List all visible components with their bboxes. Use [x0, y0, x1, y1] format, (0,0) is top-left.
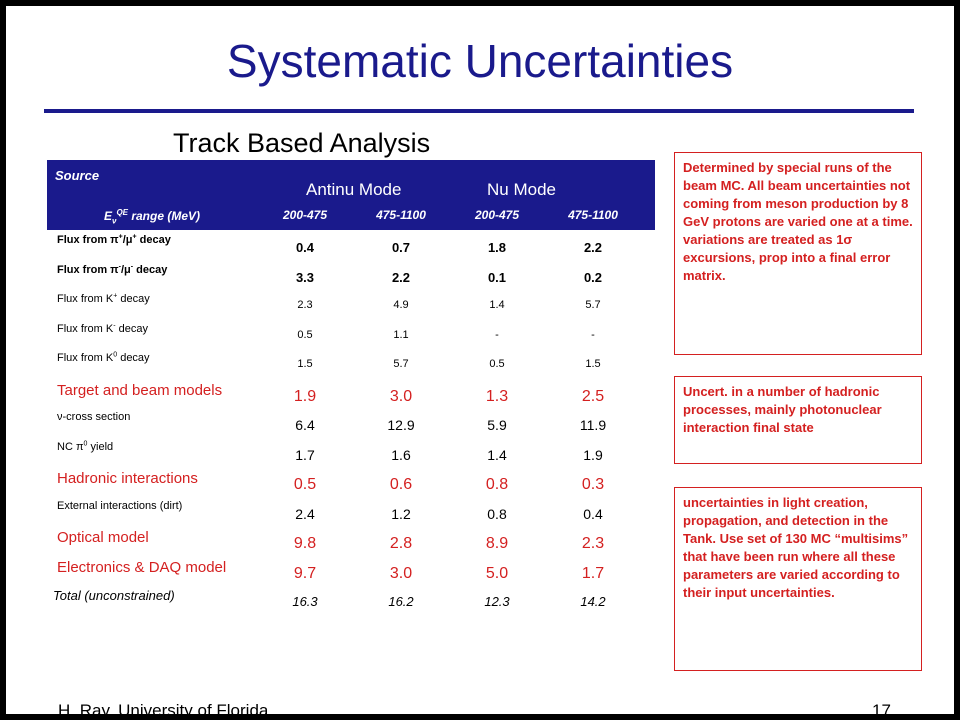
table-cell: 1.3	[485, 387, 509, 405]
table-cell: -	[495, 328, 499, 341]
table-cell: 2.3	[581, 535, 605, 552]
table-row	[47, 466, 655, 496]
nu-mode-header: Nu Mode	[487, 180, 556, 199]
table-cell: 0.4	[583, 505, 603, 522]
range-antinu-high: 475-1100	[376, 208, 426, 222]
table-cell: 5.9	[487, 417, 507, 433]
row-label: Flux from π-/μ- decay	[57, 262, 168, 276]
table-cell: 12.9	[387, 417, 415, 433]
table-cell: 14.2	[580, 594, 606, 609]
table-cell: 1.1	[393, 328, 409, 341]
table-cell: 1.2	[391, 505, 411, 522]
table-cell: 5.7	[393, 358, 409, 370]
note-hadronic: Uncert. in a number of hadronic processes, mainly photonuclear interaction final state	[674, 376, 922, 464]
row-label: Optical model	[57, 529, 149, 546]
table-row	[47, 260, 655, 290]
table-cell: 0.7	[391, 240, 411, 255]
uncertainty-table	[47, 160, 655, 614]
table-row	[47, 525, 655, 555]
slide-title: Systematic Uncertainties	[226, 35, 734, 87]
table-cell: 2.3	[297, 299, 313, 311]
table-row	[47, 230, 655, 260]
table-cell: 2.2	[583, 240, 603, 255]
range-nu-high: 475-1100	[568, 208, 618, 222]
table-cell: 0.1	[487, 269, 507, 285]
table-cell: 1.4	[487, 446, 507, 463]
table-cell: 11.9	[579, 417, 607, 433]
table-row	[47, 289, 655, 319]
note-beam-mc: Determined by special runs of the beam MC. All beam uncertainties not coming from meson production by 8 GeV protons are varied one at a time. variations are treated as 1σ excursions, prop into a final error matrix.	[674, 152, 922, 355]
table-cell: 0.8	[487, 505, 507, 522]
table-cell: 12.3	[484, 594, 510, 609]
table-cell: 1.8	[487, 240, 507, 255]
table-cell: 2.4	[295, 505, 315, 522]
table-cell: 3.3	[295, 269, 315, 285]
table-cell: 0.6	[389, 476, 413, 493]
table-cell: 1.4	[489, 299, 505, 311]
row-label: Flux from $K^0$ decay	[57, 351, 150, 364]
page-number: 17	[872, 701, 891, 720]
table-cell: 2.5	[581, 387, 605, 405]
table-cell: 1.7	[295, 446, 315, 463]
row-label: Flux from K+ decay	[57, 292, 150, 305]
table-cell: 1.9	[293, 387, 317, 405]
table-row	[47, 496, 655, 526]
row-label: External interactions (dirt)	[57, 499, 183, 512]
range-antinu-low: 200-475	[282, 208, 328, 222]
table-cell: 0.8	[485, 476, 509, 493]
source-header: Source	[55, 168, 100, 183]
row-label: Electronics & DAQ model	[57, 558, 227, 576]
note-optical: uncertainties in light creation, propagation, and detection in the Tank. Use set of 130 MC “multisims” that have been run where all these parameters are varied according to their input uncertainties.	[674, 487, 922, 671]
table-cell: 2.8	[389, 535, 413, 552]
table-cell: 0.3	[581, 476, 605, 493]
table-cell: 9.8	[293, 535, 317, 552]
table-cell: 6.4	[295, 417, 315, 433]
table-cell: 5.0	[485, 564, 509, 582]
antinu-mode-header: Antinu Mode	[306, 180, 402, 199]
table-row	[47, 584, 655, 614]
table-cell: 4.9	[393, 299, 409, 311]
table-row	[47, 555, 655, 585]
table-body	[47, 230, 655, 614]
table-cell: 0.5	[489, 358, 505, 370]
table-row	[47, 437, 655, 467]
table-cell: 1.7	[581, 564, 605, 582]
footer-author: H. Ray, University of Florida	[58, 701, 269, 720]
row-label: Hadronic interactions	[57, 470, 198, 487]
table-cell: 1.5	[297, 358, 313, 370]
range-nu-low: 200-475	[474, 208, 520, 222]
table-cell: 0.5	[297, 328, 313, 341]
table-cell: 3.0	[389, 387, 413, 405]
table-cell: 1.9	[583, 446, 603, 463]
row-label: Flux from K- decay	[57, 321, 148, 335]
table-cell: 9.7	[293, 564, 317, 582]
table-cell: 1.6	[391, 446, 411, 463]
row-label: Flux from π+/μ+ decay	[57, 233, 171, 246]
table-cell: 2.2	[391, 269, 411, 285]
table-cell: 0.5	[293, 476, 317, 493]
table-cell: 5.7	[585, 299, 601, 311]
table-row	[47, 378, 655, 408]
table-cell: 1.5	[585, 358, 601, 370]
row-label: NC $\pi^0$ yield	[57, 439, 114, 453]
table-row	[47, 407, 655, 437]
table-cell: 16.3	[292, 594, 318, 609]
row-label: Total (unconstrained)	[53, 588, 175, 603]
table-cell: 8.9	[485, 535, 509, 552]
energy-range-header: $E_\nu^{QE}$ range (MeV)	[103, 208, 201, 226]
table-cell: 0.4	[295, 240, 315, 255]
row-label: ν-cross section	[57, 411, 131, 423]
table-header	[47, 160, 655, 230]
table-cell: 0.2	[583, 269, 603, 285]
table-cell: 3.0	[389, 564, 413, 582]
title-divider	[44, 109, 914, 113]
table-row	[47, 319, 655, 349]
table-subtitle: Track Based Analysis	[173, 128, 431, 158]
table-cell: -	[591, 328, 595, 341]
table-row	[47, 348, 655, 378]
row-label: Target and beam models	[57, 381, 223, 399]
table-cell: 16.2	[388, 594, 414, 609]
